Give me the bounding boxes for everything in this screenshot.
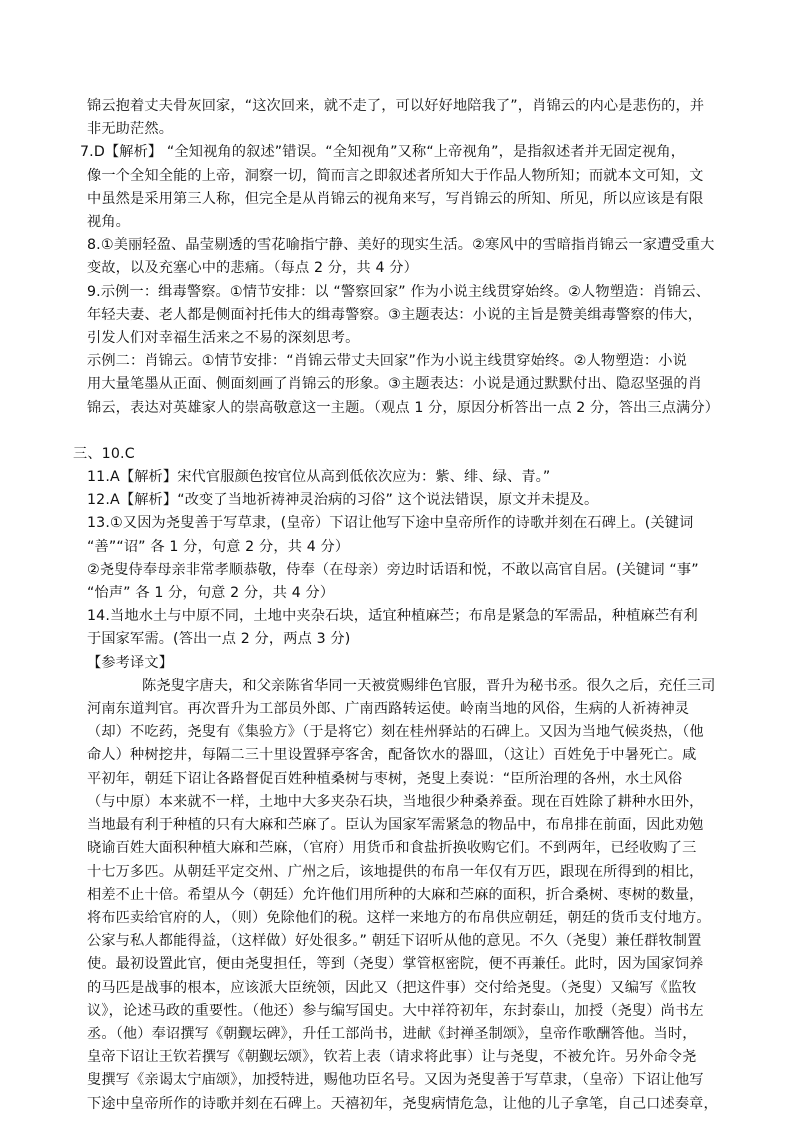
text-line-t8: 晓谕百姓大面积种植大麻和苎麻，（官府）用货币和食盐折换收购它们。不到两年，已经收购了三 (87, 840, 697, 857)
text-line-p1b: 非无助茫然。 (87, 121, 174, 138)
text-line-q9d: 示例二：肖锦云。①情节安排：“肖锦云带丈夫回家”作为小说主线贯穿始终。②人物塑造：小说 (87, 353, 687, 370)
text-line-t15: 议》，论述马政的重要性。（他还）参与编写国史。大中祥符初年，东封泰山，加授（尧叟）尚书左 (87, 1002, 704, 1019)
text-line-q9c: 引发人们对幸福生活来之不易的深刻思考。 (87, 330, 360, 347)
text-line-t7: 当地最有利于种植的只有大麻和苎麻了。臣认为国家军需紧急的物品中，布帛排在前面，因此劝勉 (87, 817, 704, 834)
text-line-q14b: 于国家军需。(答出一点 2 分，两点 3 分) (87, 631, 351, 648)
text-line-q13b: “善”“诏” 各 1 分，句意 2 分，共 4 分） (87, 538, 350, 555)
text-line-q10: 三、10.C (73, 445, 135, 462)
text-line-p1a: 锦云抱着丈夫骨灰回家，“这次回来，就不走了，可以好好地陪我了”，肖锦云的内心是悲伤的，并 (87, 98, 705, 114)
text-line-q7a: 7.D【解析】 “全知视角的叙述”错误。“全知视角”又称“上帝视角”，是指叙述者并无固定视角， (80, 144, 686, 161)
text-line-q7c: 中虽然是采用第三人称，但完全是从肖锦云的视角来写，写肖锦云的所知、所见，所以应该是有限 (87, 190, 704, 207)
text-line-q13c: ②尧叟侍奉母亲非常孝顺恭敬，侍奉（在母亲）旁边时话语和悦，不敢以高官自居。(关键词 “事” (87, 561, 699, 578)
text-line-t18: 叟撰写《亲谒太宁庙颂》，加授特进，赐他功臣名号。又因为尧叟善于写草隶，（皇帝）下诏让他写 (87, 1072, 704, 1089)
text-line-t5: 平初年，朝廷下诏让各路督促百姓种植桑树与枣树，尧叟上奏说：“臣所治理的各州，水土风俗 (87, 770, 683, 787)
text-line-t2: 河南东道判官。再次晋升为工部员外郎、广南西路转运使。岭南当地的风俗，生病的人祈祷神灵 (87, 701, 690, 718)
text-line-q7d: 视角。 (87, 214, 131, 231)
text-line-q9b: 年轻夫妻、老人都是侧面衬托伟大的缉毒警察。③主题表达：小说的主旨是赞美缉毒警察的伟大， (87, 306, 703, 323)
text-line-q13a: 13.①又因为尧叟善于写草隶，(皇帝）下诏让他写下途中皇帝所作的诗歌并刻在石碑上。(关键词 (87, 515, 694, 532)
text-line-t11: 将布匹卖给官府的人，（则）免除他们的税。这样一来地方的布帛供应朝廷，朝廷的货币支付地方。 (87, 909, 711, 926)
text-line-q9f: 锦云，表达对英雄家人的崇高敬意这一主题。（观点 1 分，原因分析答出一点 2 分，答出三点满分） (87, 399, 720, 416)
text-line-t3: （却）不吃药，尧叟有《集验方》（于是将它）刻在桂州驿站的石碑上。又因为当地气候炎热，（他 (87, 724, 704, 741)
text-line-q8a: 8.①美丽轻盈、晶莹剔透的雪花喻指宁静、美好的现实生活。②寒风中的雪暗指肖锦云一家遭受重大 (87, 237, 715, 254)
text-line-q12: 12.A【解析】“改变了当地祈祷神灵治病的习俗” 这个说法错误，原文并未提及。 (87, 492, 599, 509)
blank-line (0, 420, 793, 443)
text-line-t19: 下途中皇帝所作的诗歌并刻在石碑上。天禧初年，尧叟病情危急，让他的儿子拿笔，自己口述奏章， (87, 1095, 718, 1112)
text-line-q8b: 变故，以及充塞心中的悲痛。（每点 2 分，共 4 分） (87, 260, 418, 277)
answer-key-text (0, 95, 793, 1116)
text-line-q14a: 14.当地水土与中原不同，土地中夹杂石块，适宜种植麻苎；布帛是紧急的军需品，种植麻苎有利 (87, 608, 698, 625)
text-line-ref: 【参考译文】 (87, 654, 174, 671)
text-line-q7b: 像一个全知全能的上帝，洞察一切，简而言之即叙述者所知大于作品人物所知；而就本文可知，文 (87, 167, 704, 184)
text-line-t6: （与中原）本来就不一样，土地中大多夹杂石块，当地很少种桑养蚕。现在百姓除了耕种水田外， (87, 793, 704, 810)
text-line-t17: 皇帝下诏让王钦若撰写《朝觐坛颂》，钦若上表（请求将此事）让与尧叟，不被允许。另外命令尧 (87, 1049, 697, 1066)
text-line-q9a: 9.示例一：缉毒警察。①情节安排：以 “警察回家” 作为小说主线贯穿始终。②人物塑造：肖锦云、 (87, 283, 711, 300)
text-line-q11: 11.A【解析】宋代官服颜色按官位从高到低依次应为：紫、绯、绿、青。” (87, 469, 551, 486)
text-line-q9e: 用大量笔墨从正面、侧面刻画了肖锦云的形象。③主题表达：小说是通过默默付出、隐忍坚强的肖 (87, 376, 703, 393)
text-line-t12: 公家与私人都能得益，（这样做）好处很多。” 朝廷下诏听从他的意见。不久（尧叟）兼任群牧制置 (87, 933, 702, 950)
text-line-t16: 丞。（他）奉诏撰写《朝觐坛碑》，升任工部尚书，进献《封禅圣制颂》，皇帝作歌酬答他。当时， (87, 1025, 697, 1042)
text-line-t1: 陈尧叟字唐夫，和父亲陈省华同一天被赏赐绯色官服，晋升为秘书丞。很久之后，充任三司 (142, 677, 716, 694)
text-line-t10: 相差不止十倍。希望从今（朝廷）允许他们用所种的大麻和苎麻的面积，折合桑树、枣树的数量， (87, 886, 704, 903)
text-line-t13: 使。最初设置此官，便由尧叟担任，等到（尧叟）掌管枢密院，便不再兼任。此时，因为国家饲养 (87, 956, 704, 973)
text-line-t14: 的马匹是战事的根本，应该派大臣统领，因此又（把这件事）交付给尧叟。（尧叟）又编写《监牧 (87, 979, 697, 996)
text-line-t4: 命人）种树挖井，每隔二三十里设置驿亭客舍，配备饮水的器皿，（这让）百姓免于中暑死亡。咸 (87, 747, 697, 764)
text-line-q13d: “怡声” 各 1 分，句意 2 分，共 4 分） (87, 585, 335, 602)
text-line-t9: 十七万多匹。从朝廷平定交州、广州之后，该地提供的布帛一年仅有万匹，跟现在所得到的相比， (87, 863, 704, 880)
